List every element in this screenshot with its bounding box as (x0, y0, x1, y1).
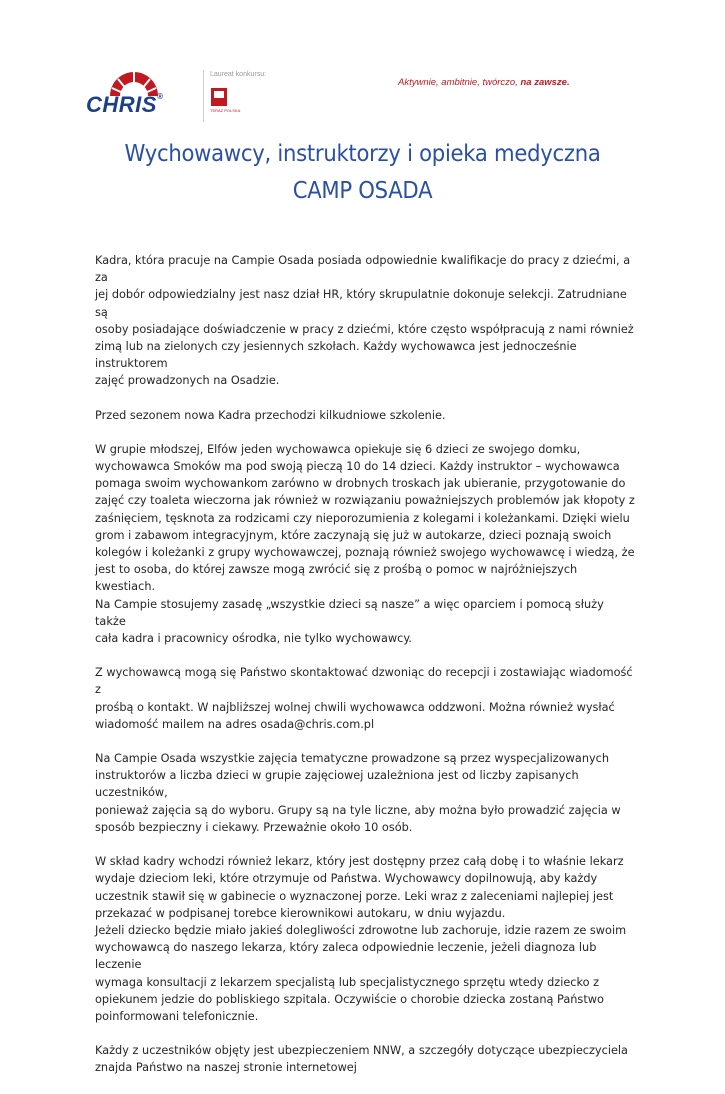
page-subtitle: CAMP OSADA (292, 178, 433, 204)
logo-wordmark: CHRIS® (86, 92, 164, 117)
award-caption: TERAZ POLSKA (210, 108, 241, 113)
paragraph-contact: Z wychowawcą mogą się Państwo skontaktować dzwoniąc do recepcji i zostawiając wiadomość z prośbą o kontakt. W najbliższej wolnej chwili wychowawca oddzwoni. Można również wysłać wiadomość mailem na adres osada@chris.com.pl (95, 666, 633, 731)
header-divider (203, 70, 204, 122)
paragraph-training: Przed sezonem nowa Kadra przechodzi kilkudniowe szkolenie. (95, 408, 446, 422)
slogan-emphasis: na zawsze. (520, 77, 570, 88)
paragraph-staff-qualifications: Kadra, która pracuje na Campie Osada posiada odpowiednie kwalifikacje do pracy z dziećmi, a za jej dobór odpowiedzialny jest nasz dział HR, który skrupulatnie dokonuje selekcji. Zatrudniane są osoby posiadające doświadczenie w pracy z dziećmi, które często współpracują z nami również zimą lub na zielonych czy jesiennych szkołach. Każdy wychowawca jest jednocześnie instruktorem zajęć prowadzonych na Osadzie. (95, 254, 634, 388)
paragraph-illness: Jeżeli dziecko będzie miało jakieś dolegliwości zdrowotne lub zachoruje, idzie razem ze swoim wychowawcą do naszego lekarza, który zaleca odpowiednie leczenie, jeżeli diagnoza lub leczenie wymaga konsultacji z lekarzem specjalistą lub specjalistycznego sprzętu wtedy dziecko z opiekunem jedzie do pobliskiego szpitala. Oczywiście o chorobie dziecka zostaną Państwo poinformowani telefonicznie. (95, 923, 627, 1023)
paragraph-groups: W grupie młodszej, Elfów jeden wychowawca opiekuje się 6 dzieci ze swojego domku, wychowawca Smoków ma pod swoją pieczą 10 do 14 dzieci. Każdy instruktor – wychowawca pomaga swoim wychowankom zarówno w drobnych troskach jak ubieranie, przygotowanie do zajęć czy toaleta wieczorna jak również w rozwiązaniu poważniejszych problemów jak kłopoty z zaśnięciem, tęsknota za rodzicami czy nieporozumienia z kolegami i koleżankami. Dzięki wielu grom i zabawom integracyjnym, które zaczynają się już w autokarze, dzieci poznają swoich kolegów i koleżanki z grupy wychowawczej, poznają również swojego wychowawcę i wiedzą, że jest to osoba, do której zawsze mogą zwrócić się z prośbą o pomoc w najróżniejszych kwestiach. Na Campie stosujemy zasadę „wszystkie dzieci są nasze” a więc oparciem i pomocą służy także cała kadra i pracownicy ośrodka, nie tylko wychowawcy. (95, 442, 635, 646)
page-title: Wychowawcy, instruktorzy i opieka medyczna (124, 141, 601, 167)
paragraph-activities: Na Campie Osada wszystkie zajęcia tematyczne prowadzone są przez wyspecjalizowanych instruktorów a liczba dzieci w grupie zajęciowej uzależniona jest od liczby zapisanych uczestników, ponieważ zajęcia są do wyboru. Grupy są na tyle liczne, aby można było prowadzić zajęcia w sposób bezpieczny i ciekawy. Przeważnie około 10 osób. (95, 752, 621, 834)
paragraph-insurance: Każdy z uczestników objęty jest ubezpieczeniem NNW, a szczegóły dotyczące ubezpieczyciela znajda Państwo na naszej stronie internetowej (95, 1044, 628, 1075)
award-label: Laureat konkursu: (210, 71, 267, 78)
slogan (398, 77, 570, 88)
slogan-text: Aktywnie, ambitnie, twórczo, (398, 77, 521, 88)
document-body (95, 252, 635, 1094)
paragraph-doctor: W skład kadry wchodzi również lekarz, który jest dostępny przez całą dobę i to właśnie lekarz wydaje dzieciom leki, które otrzymuje od Państwa. Wychowawcy dopilnowują, aby każdy uczestnik stawił się w gabinecie o wyznaczonej porze. Leki wraz z zaleceniami najlepiej jest przekazać w podpisanej torebce kierownikowi autokaru, w dniu wyjazdu. (95, 855, 624, 920)
document-header (0, 60, 725, 130)
teraz-polska-emblem-icon (211, 88, 227, 106)
chris-logo (86, 70, 186, 118)
